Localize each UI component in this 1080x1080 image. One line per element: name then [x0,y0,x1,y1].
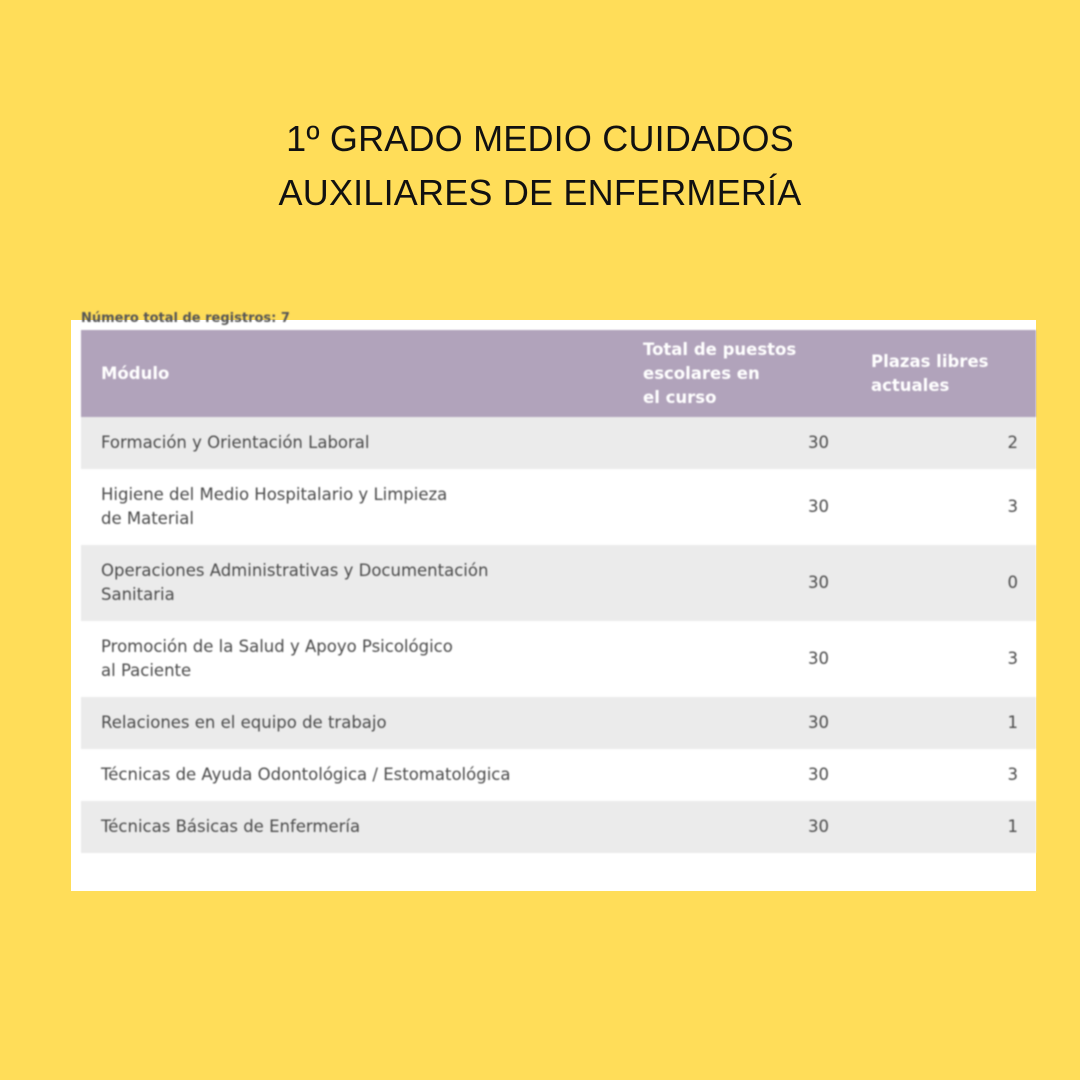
cell-total: 30 [808,765,829,784]
table-row [81,749,1036,801]
table-body [81,417,1036,853]
cell-module [81,469,633,545]
record-count: Número total de registros: 7 [81,311,290,326]
cell-total: 30 [808,573,829,592]
header-module [81,330,633,417]
cell-module [81,417,633,469]
cell-plazas: 3 [1007,649,1018,668]
cell-module [81,545,633,621]
title-line-2: AUXILIARES DE ENFERMERÍA [278,172,802,213]
cell-total: 30 [808,817,829,836]
cell-total: 30 [808,649,829,668]
module-name-line: de Material [101,509,194,528]
cell-plazas: 1 [1007,817,1018,836]
cell-total: 30 [808,433,829,452]
table-row [81,801,1036,853]
cell-plazas: 3 [1007,765,1018,784]
header-plazas [841,330,1036,417]
cell-total: 30 [808,713,829,732]
table-row [81,621,1036,697]
header-total-line: el curso [643,387,717,407]
cell-plazas: 2 [1007,433,1018,452]
header-total [633,330,841,417]
header-plazas-line: Plazas libres [871,351,989,371]
cell-module [81,801,633,853]
header-module-label: Módulo [101,363,170,383]
cell-plazas: 3 [1007,497,1018,516]
cell-module [81,697,633,749]
cell-total: 30 [808,497,829,516]
header-row [81,330,1036,417]
module-name-line: Relaciones en el equipo de trabajo [101,713,387,732]
modules-table-wrapper [81,330,1036,853]
cell-plazas: 1 [1007,713,1018,732]
table-row [81,697,1036,749]
module-name-line: Operaciones Administrativas y Documentación [101,561,489,580]
cell-module [81,621,633,697]
module-name-line: Formación y Orientación Laboral [101,433,370,452]
table-header [81,330,1036,417]
table-row [81,545,1036,621]
module-name-line: Técnicas de Ayuda Odontológica / Estomatológica [101,765,511,784]
table-screenshot [71,311,1036,891]
module-name-line: Sanitaria [101,585,175,604]
module-name-line: Promoción de la Salud y Apoyo Psicológico [101,637,453,656]
table-row [81,469,1036,545]
module-name-line: Higiene del Medio Hospitalario y Limpieza [101,485,448,504]
header-total-line: Total de puestos [643,339,797,359]
header-total-line: escolares en [643,363,760,383]
module-name-line: Técnicas Básicas de Enfermería [101,817,361,836]
module-name-line: al Paciente [101,661,192,680]
title-line-1: 1º GRADO MEDIO CUIDADOS [286,118,794,159]
page-title [0,112,1080,220]
cell-module [81,749,633,801]
table-row [81,417,1036,469]
cell-plazas: 0 [1007,573,1018,592]
header-plazas-line: actuales [871,375,950,395]
modules-table [81,330,1036,853]
